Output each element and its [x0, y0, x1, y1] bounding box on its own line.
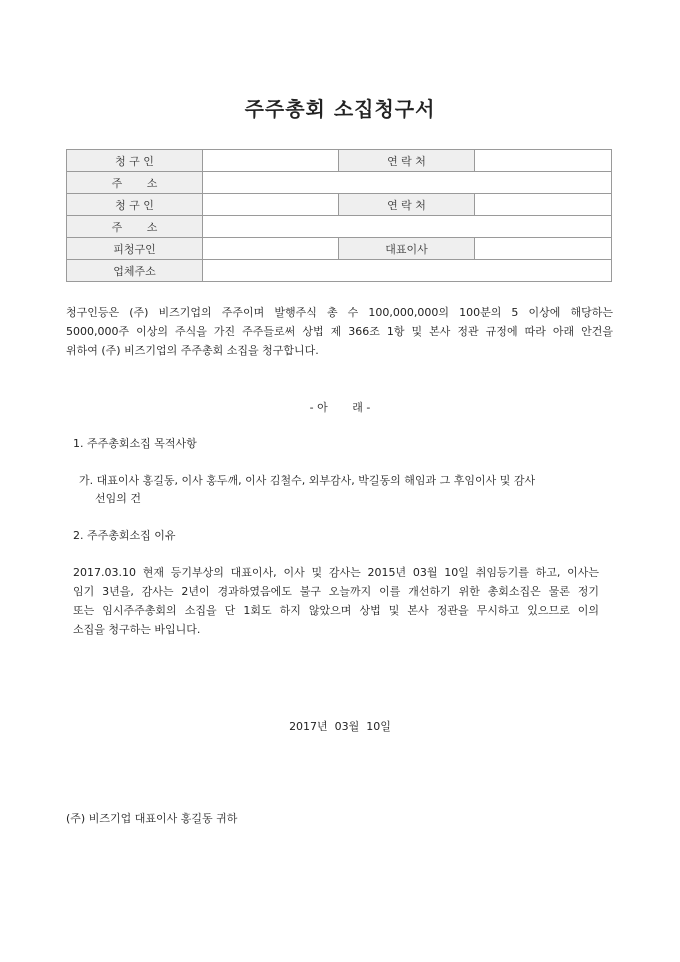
address-label: 주 소 [67, 216, 203, 238]
intro-line: 5000,000주 이상의 주식을 가진 주주들로써 상법 제 366조 1항 및 본사 정관 규정에 따라 아래 안건을 [66, 325, 613, 338]
table-row [67, 172, 612, 194]
below-heading: - 아 래 - [309, 401, 371, 414]
document-title: 주주총회 소집청구서 [244, 97, 436, 121]
section2-paragraph [73, 563, 599, 639]
claimant-label: 청 구 인 [67, 150, 203, 172]
claimant-value [203, 194, 339, 216]
address-value [203, 172, 612, 194]
section2-line: 임기 3년을, 감사는 2년이 경과하였음에도 불구 오늘까지 이를 개선하기 위한 총회소집은 물론 정기 [73, 585, 599, 598]
section1-item-line: 선임의 건 [95, 492, 142, 505]
table-row [67, 216, 612, 238]
company-address-value [203, 260, 612, 282]
table-row [67, 260, 612, 282]
table-row [67, 150, 612, 172]
company-address-label: 업체주소 [67, 260, 203, 282]
contact-label: 연 락 처 [339, 194, 475, 216]
table-row [67, 194, 612, 216]
document-date: 2017년 03월 10일 [289, 720, 391, 733]
section2-heading: 2. 주주총회소집 이유 [73, 529, 176, 542]
addressee: (주) 비즈기업 대표이사 홍길동 귀하 [66, 812, 238, 825]
section2-line: 또는 임시주주총회의 소집을 단 1회도 하지 않았으며 상법 및 본사 정관을 무시하고 있으므로 이의 [73, 604, 599, 617]
intro-line: 위하여 (주) 비즈기업의 주주총회 소집을 청구합니다. [66, 344, 319, 357]
respondent-label: 피청구인 [67, 238, 203, 260]
ceo-label: 대표이사 [339, 238, 475, 260]
claimant-info-table [66, 149, 612, 282]
ceo-value [475, 238, 612, 260]
section2-line: 소집을 청구하는 바입니다. [73, 623, 201, 636]
intro-line: 청구인등은 (주) 비즈기업의 주주이며 발행주식 총 수 100,000,000의 100분의 5 이상에 해당하는 [66, 306, 613, 319]
section1-item-line: 가. 대표이사 홍길동, 이사 홍두깨, 이사 김철수, 외부감사, 박길동의 해임과 그 후임이사 및 감사 [79, 474, 536, 487]
contact-value [475, 194, 612, 216]
address-value [203, 216, 612, 238]
claimant-label: 청 구 인 [67, 194, 203, 216]
intro-paragraph [66, 303, 613, 360]
address-label: 주 소 [67, 172, 203, 194]
contact-value [475, 150, 612, 172]
respondent-value [203, 238, 339, 260]
section1-heading: 1. 주주총회소집 목적사항 [73, 437, 197, 450]
claimant-value [203, 150, 339, 172]
contact-label: 연 락 처 [339, 150, 475, 172]
table-row [67, 238, 612, 260]
section2-line: 2017.03.10 현재 등기부상의 대표이사, 이사 및 감사는 2015년 03월 10일 취임등기를 하고, 이사는 [73, 566, 599, 579]
